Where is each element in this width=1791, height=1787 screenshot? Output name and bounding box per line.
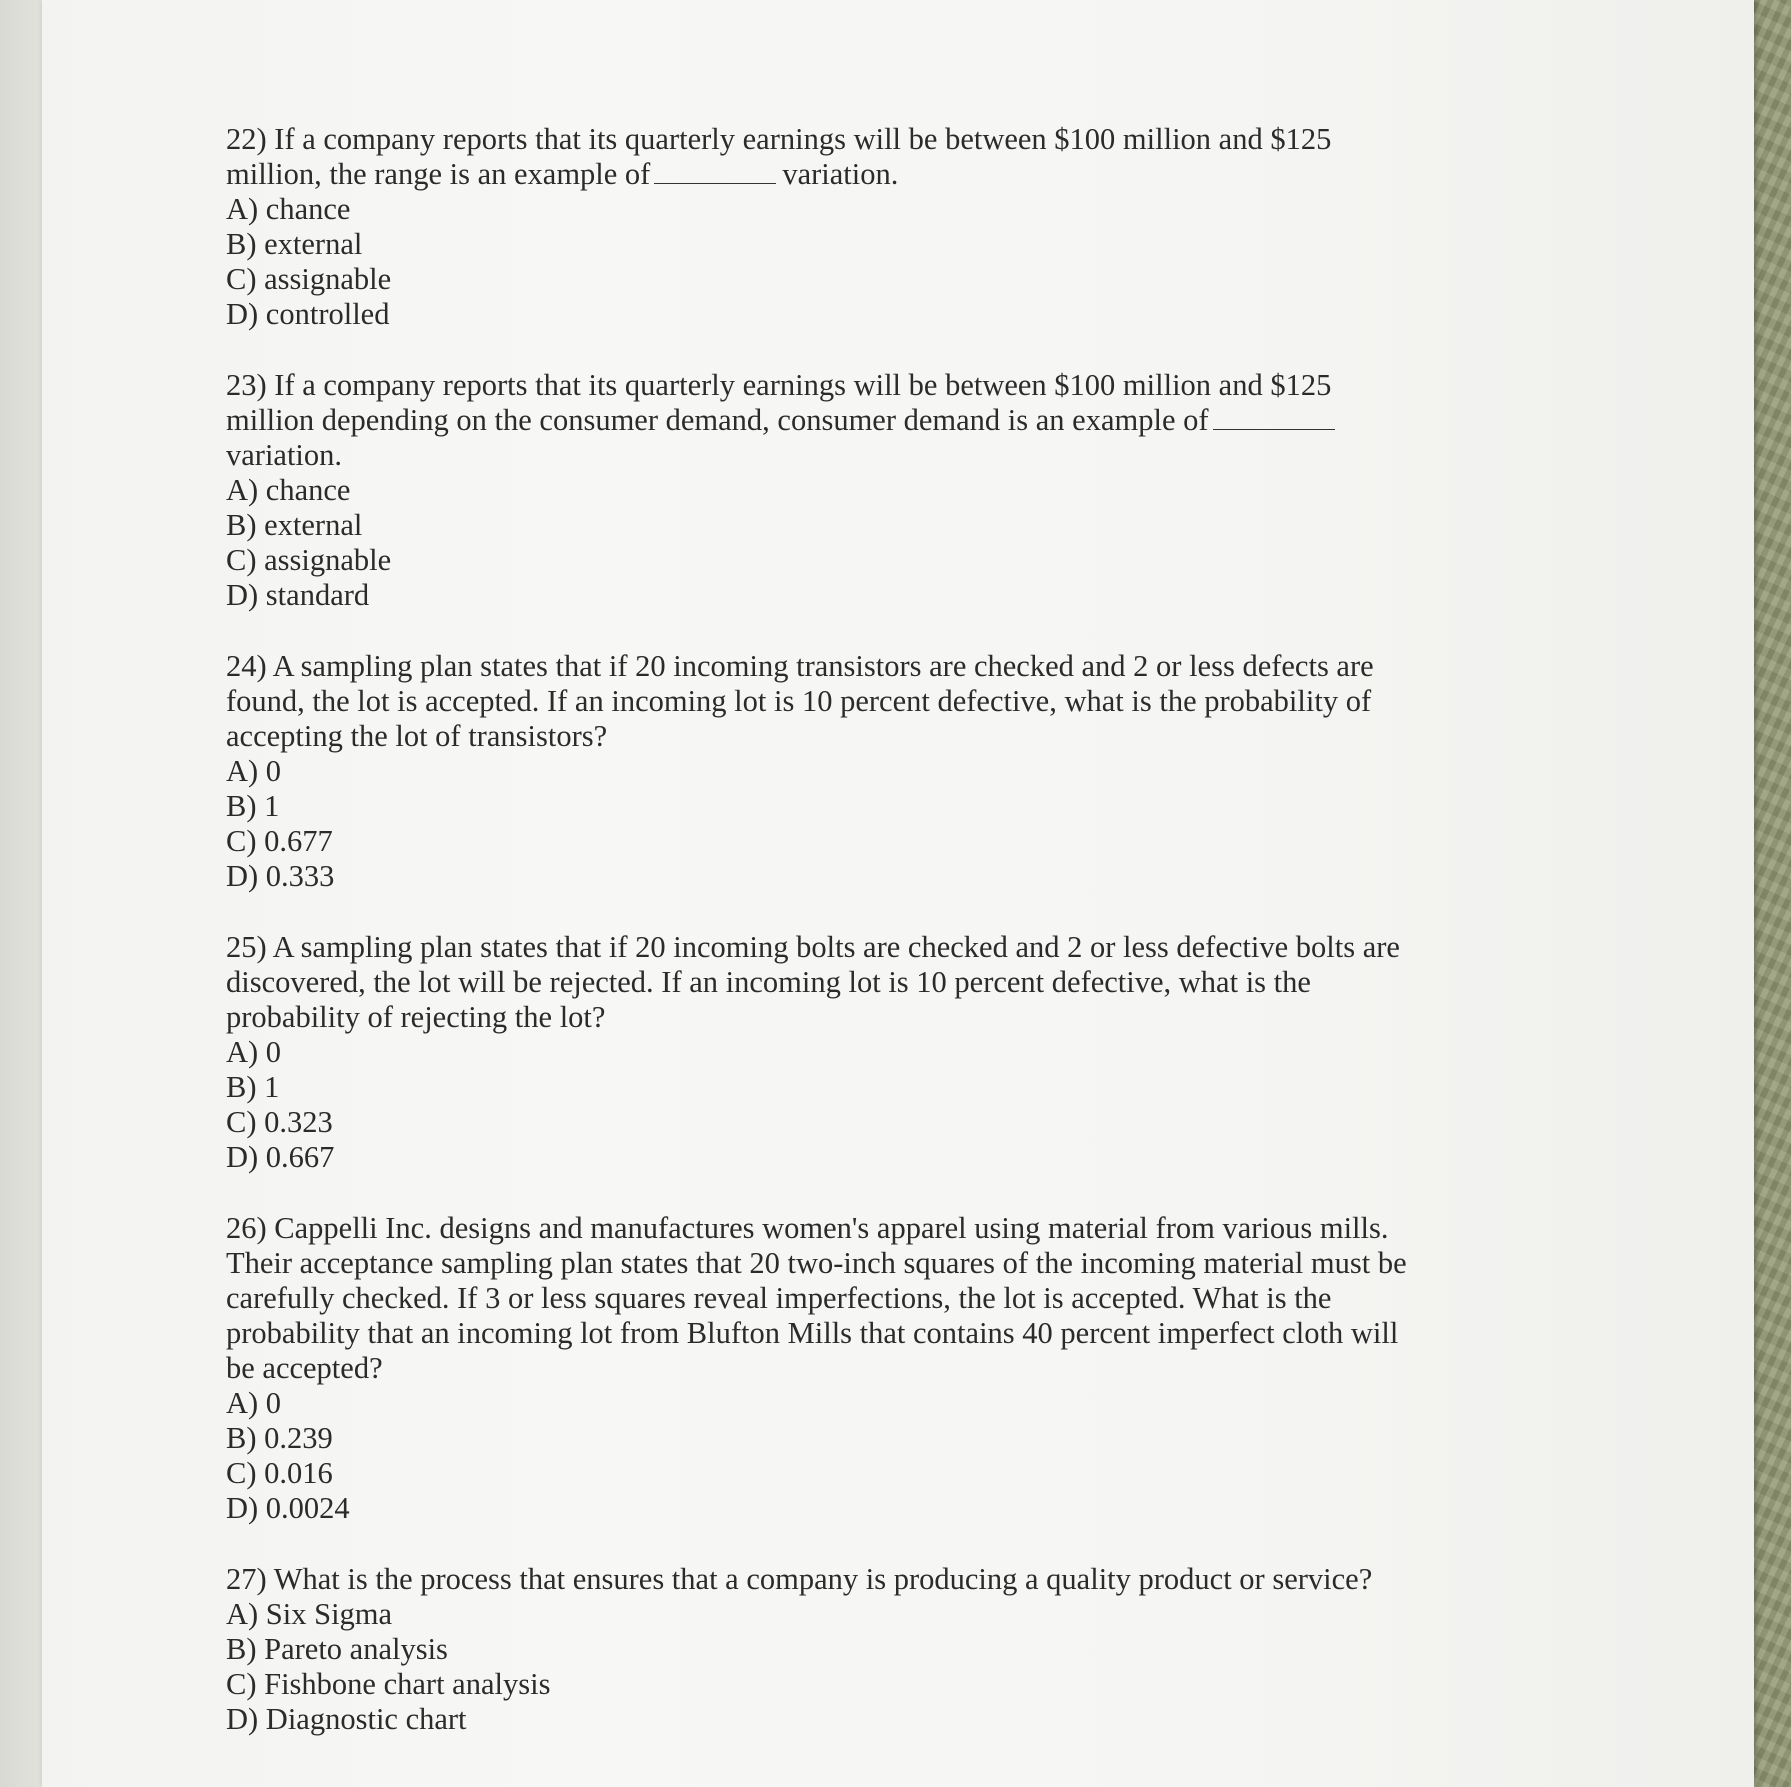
option-d: D) Diagnostic chart xyxy=(226,1702,467,1736)
question-stem xyxy=(226,122,1426,192)
option-list xyxy=(226,1597,1426,1737)
answer-blank xyxy=(1213,403,1335,430)
option-b: B) Pareto analysis xyxy=(226,1632,448,1666)
option-b: B) external xyxy=(226,508,363,542)
option-b: B) 0.239 xyxy=(226,1421,333,1455)
question-stem: 25) A sampling plan states that if 20 incoming bolts are checked and 2 or less defective bolts are discovered, the lot will be rejected. If an incoming lot is 10 percent defective, what is the probability of rejecting the lot? xyxy=(226,930,1400,1034)
option-c: C) assignable xyxy=(226,262,392,296)
option-d: D) controlled xyxy=(226,297,390,331)
option-a: A) Six Sigma xyxy=(226,1597,393,1631)
option-list xyxy=(226,1386,1426,1526)
option-d: D) 0.333 xyxy=(226,859,335,893)
option-a: A) 0 xyxy=(226,754,282,788)
option-c: C) 0.677 xyxy=(226,824,333,858)
option-list xyxy=(226,754,1426,894)
option-list xyxy=(226,1035,1426,1175)
stem-text: 23) If a company reports that its quarterly earnings will be between $100 million and $125 million depending on the consumer demand, consumer demand is an example of xyxy=(226,368,1332,437)
answer-blank xyxy=(654,157,776,184)
option-b: B) 1 xyxy=(226,1070,280,1104)
stem-text: 22) If a company reports that its quarterly earnings will be between $100 million and $125 million, the range is an example of xyxy=(226,122,1332,191)
option-a: A) 0 xyxy=(226,1386,282,1420)
stem-text-end: variation. xyxy=(226,438,343,472)
option-b: B) 1 xyxy=(226,789,280,823)
option-d: D) standard xyxy=(226,578,370,612)
question-26 xyxy=(226,1211,1426,1526)
option-list xyxy=(226,192,1426,332)
stem-text-end: variation. xyxy=(782,157,899,191)
question-stem xyxy=(226,368,1426,473)
option-a: A) 0 xyxy=(226,1035,282,1069)
option-d: D) 0.0024 xyxy=(226,1491,350,1525)
option-c: C) 0.016 xyxy=(226,1456,333,1490)
option-list xyxy=(226,473,1426,613)
question-23 xyxy=(226,368,1426,613)
option-a: A) chance xyxy=(226,473,351,507)
question-22 xyxy=(226,122,1426,332)
option-a: A) chance xyxy=(226,192,351,226)
question-list xyxy=(226,122,1426,1773)
question-stem: 27) What is the process that ensures that a company is producing a quality product or service? xyxy=(226,1562,1373,1596)
option-c: C) Fishbone chart analysis xyxy=(226,1667,551,1701)
option-b: B) external xyxy=(226,227,363,261)
question-stem: 24) A sampling plan states that if 20 incoming transistors are checked and 2 or less defects are found, the lot is accepted. If an incoming lot is 10 percent defective, what is the probability of accepting the lot of transistors? xyxy=(226,649,1374,753)
option-d: D) 0.667 xyxy=(226,1140,335,1174)
question-27 xyxy=(226,1562,1426,1737)
question-24 xyxy=(226,649,1426,894)
question-stem: 26) Cappelli Inc. designs and manufactures women's apparel using material from various mills. Their acceptance sampling plan states that 20 two-inch squares of the incoming material must be carefully checked. If 3 or less squares reveal imperfections, the lot is accepted. What is the probability that an incoming lot from Blufton Mills that contains 40 percent imperfect cloth will be accepted? xyxy=(226,1211,1407,1385)
option-c: C) assignable xyxy=(226,543,392,577)
question-25 xyxy=(226,930,1426,1175)
option-c: C) 0.323 xyxy=(226,1105,333,1139)
